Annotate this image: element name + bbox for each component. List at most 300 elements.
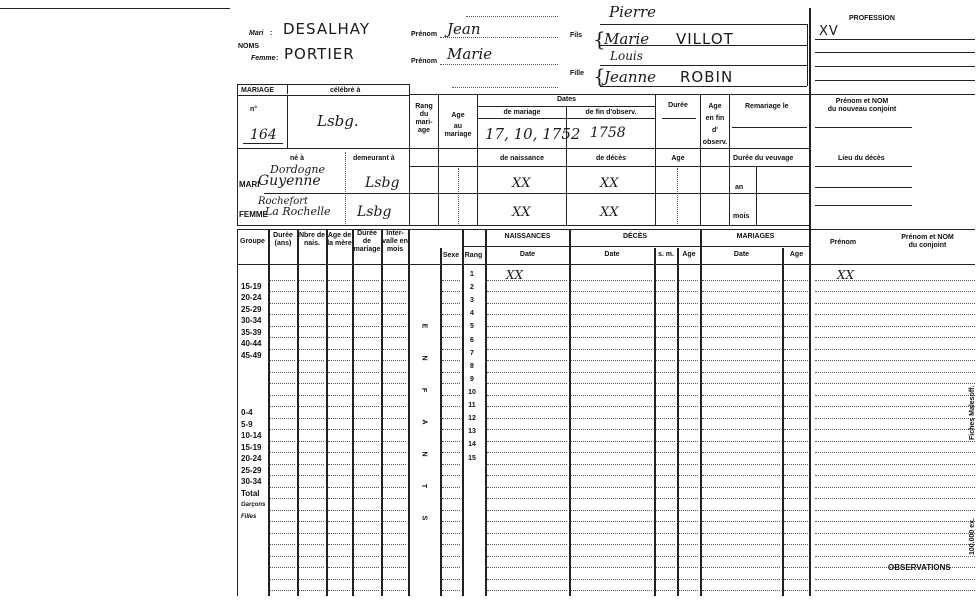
row-rule xyxy=(571,372,652,373)
row-rule xyxy=(487,452,567,453)
row-rule xyxy=(328,303,350,304)
mari-surname: DESALHAY xyxy=(283,20,370,38)
th-duree: Durée (ans) xyxy=(273,232,293,247)
row-rule xyxy=(815,349,975,350)
row-rule xyxy=(679,544,698,545)
enfants-letter: S xyxy=(420,515,428,521)
tcol-10 xyxy=(569,229,571,596)
row-rule xyxy=(656,590,675,591)
row-rule xyxy=(487,544,567,545)
row-rule xyxy=(270,590,295,591)
row-rule xyxy=(656,418,675,419)
row-rule xyxy=(656,441,675,442)
th-sexe: Sexe xyxy=(442,252,460,259)
fin-obs-label: de fin d'observ. xyxy=(585,109,637,116)
row-rule xyxy=(354,418,379,419)
table-top xyxy=(237,229,975,230)
row-rule xyxy=(328,487,350,488)
rank-number: 15 xyxy=(468,454,476,462)
conjoint-rule xyxy=(815,127,912,128)
row-rule xyxy=(815,429,975,430)
row-rule xyxy=(383,464,406,465)
mari-row-label: MARI xyxy=(239,180,260,189)
fils-box-right xyxy=(807,24,808,86)
row-rule xyxy=(679,567,698,568)
row-rule xyxy=(656,395,675,396)
row-rule xyxy=(571,579,652,580)
row-rule xyxy=(383,533,406,534)
row-rule xyxy=(571,556,652,557)
row-rule xyxy=(487,567,567,568)
mariage-top-right xyxy=(410,94,810,95)
dates-label: Dates xyxy=(556,96,577,103)
row-rule xyxy=(656,280,675,281)
row-rule xyxy=(383,349,406,350)
row-rule xyxy=(270,395,295,396)
row-rule xyxy=(442,498,460,499)
row-rule xyxy=(784,326,808,327)
row-rule xyxy=(442,280,460,281)
row-rule xyxy=(702,487,780,488)
th-sm: s. m. xyxy=(658,251,674,258)
row-rule xyxy=(299,360,324,361)
row-rule xyxy=(656,314,675,315)
row-rule xyxy=(442,360,460,361)
row-rule xyxy=(299,383,324,384)
row-rule xyxy=(656,337,675,338)
row-rule xyxy=(328,314,350,315)
row-rule xyxy=(354,429,379,430)
fils-line-2b: VILLOT xyxy=(676,30,734,48)
row-rule xyxy=(702,544,780,545)
row-rule xyxy=(656,349,675,350)
ne-a-label: né à xyxy=(290,155,305,162)
row-rule xyxy=(571,337,652,338)
no-underline xyxy=(243,143,283,144)
fils-rule-1 xyxy=(600,24,807,25)
mariage-label: MARIAGE xyxy=(241,87,275,94)
row-rule xyxy=(487,280,567,281)
row-rule xyxy=(571,533,652,534)
row-rule xyxy=(571,475,652,476)
row-rule xyxy=(702,567,780,568)
row-rule xyxy=(815,406,975,407)
fils-line-2a: Marie xyxy=(604,30,650,48)
row-rule xyxy=(442,487,460,488)
profession-label: PROFESSION xyxy=(849,15,895,22)
row-rule xyxy=(354,337,379,338)
observations-label: OBSERVATIONS xyxy=(888,563,951,572)
row-rule xyxy=(299,544,324,545)
row-rule xyxy=(679,314,698,315)
row-rule xyxy=(328,337,350,338)
row-rule xyxy=(784,475,808,476)
row-rule xyxy=(442,337,460,338)
row-rule xyxy=(270,360,295,361)
row-rule xyxy=(571,280,652,281)
row-rule xyxy=(328,280,350,281)
mariage-left xyxy=(237,84,238,226)
fils-label: Fils xyxy=(570,32,583,39)
row-rule xyxy=(383,337,406,338)
row-rule xyxy=(354,349,379,350)
femme-deces: XX xyxy=(600,205,619,220)
row-rule xyxy=(784,395,808,396)
row-rule xyxy=(702,406,780,407)
group-label: 40-44 xyxy=(241,339,262,348)
row-rule xyxy=(383,326,406,327)
row-rule xyxy=(354,406,379,407)
side-tirage: 100.000 ex. xyxy=(969,518,976,555)
row-rule xyxy=(702,510,780,511)
row-rule xyxy=(299,590,324,591)
row-rule xyxy=(784,579,808,580)
row-rule xyxy=(815,441,975,442)
row-rule xyxy=(679,533,698,534)
row-rule xyxy=(571,303,652,304)
tcol-5 xyxy=(381,229,383,596)
row-rule xyxy=(702,533,780,534)
mari-naissance: XX xyxy=(512,176,531,191)
row-rule xyxy=(270,544,295,545)
mariage-bottom xyxy=(237,225,809,226)
row-rule xyxy=(679,475,698,476)
row-rule xyxy=(679,395,698,396)
mariage-inner-v xyxy=(287,84,288,94)
row-rule xyxy=(784,510,808,511)
row-rule xyxy=(354,464,379,465)
row-rule xyxy=(487,418,567,419)
fils-rule-2 xyxy=(600,45,807,46)
group-label: Total xyxy=(241,488,260,498)
row-rule xyxy=(784,590,808,591)
row-rule xyxy=(299,475,324,476)
group-label: 45-49 xyxy=(241,350,262,360)
femme-residence: Lsbg xyxy=(357,204,392,220)
row-rule xyxy=(328,556,350,557)
row-rule xyxy=(328,395,350,396)
row-rule xyxy=(656,383,675,384)
group-label: Garçons xyxy=(241,502,266,508)
row-rule xyxy=(354,521,379,522)
celebre-label: célébré à xyxy=(330,87,361,94)
row-rule xyxy=(702,372,780,373)
tcol-1 xyxy=(268,229,270,596)
row-rule xyxy=(679,349,698,350)
row-rule xyxy=(299,429,324,430)
profession-box-top xyxy=(810,94,975,95)
row-rule xyxy=(571,510,652,511)
row-rule xyxy=(299,464,324,465)
prenom-line-femme xyxy=(440,64,558,65)
row-rule xyxy=(270,383,295,384)
row-rule xyxy=(571,544,652,545)
row-rule xyxy=(702,314,780,315)
row-rule xyxy=(784,291,808,292)
row-rule xyxy=(328,429,350,430)
row-rule xyxy=(784,441,808,442)
mari-residence: Lsbg xyxy=(365,175,400,191)
group-label: 25-29 xyxy=(241,465,262,475)
noms-label: NOMS xyxy=(238,43,259,50)
tcol-0 xyxy=(237,229,238,596)
row-rule xyxy=(270,521,295,522)
row-rule xyxy=(270,510,295,511)
row-rule xyxy=(487,556,567,557)
row-rule xyxy=(571,441,652,442)
row-rule xyxy=(328,452,350,453)
fils-line-1: Pierre xyxy=(609,3,656,21)
row-rule xyxy=(487,464,567,465)
th-deces: DÉCÈS xyxy=(622,233,648,240)
duree-veuvage-label: Durée du veuvage xyxy=(733,155,794,162)
row-rule xyxy=(815,303,975,304)
group-label: 20-24 xyxy=(241,454,262,463)
row-rule xyxy=(299,395,324,396)
fils-rule-3 xyxy=(600,65,807,66)
row-rule xyxy=(299,314,324,315)
th-duree-mariage: Durée de mariage xyxy=(353,230,381,253)
row-rule xyxy=(571,567,652,568)
row-rule xyxy=(442,464,460,465)
th-groupe: Groupe xyxy=(240,238,265,245)
row-rule xyxy=(487,487,567,488)
row-rule xyxy=(487,383,567,384)
row-rule xyxy=(354,556,379,557)
row-rule xyxy=(442,441,460,442)
row-rule xyxy=(815,337,975,338)
row-rule xyxy=(299,579,324,580)
nouveau-conjoint-label: Prénom et NOM du nouveau conjoint xyxy=(827,98,897,113)
profession-rule-4 xyxy=(815,80,975,81)
tcol-3 xyxy=(326,229,328,596)
no-box-right xyxy=(287,95,288,148)
row-rule xyxy=(442,383,460,384)
row-rule xyxy=(815,498,975,499)
row-rule xyxy=(784,556,808,557)
row-rule xyxy=(702,303,780,304)
row-rule xyxy=(702,429,780,430)
row-rule xyxy=(383,360,406,361)
row-rule xyxy=(815,418,975,419)
row-rule xyxy=(571,521,652,522)
rank-number: 4 xyxy=(470,310,474,318)
row-rule xyxy=(328,291,350,292)
row-rule xyxy=(270,487,295,488)
rank-number: 9 xyxy=(470,375,474,383)
row-rule xyxy=(354,567,379,568)
group-label: 15-19 xyxy=(241,442,262,452)
tcol-4 xyxy=(352,229,354,596)
date-fin-obs: 1758 xyxy=(590,125,626,141)
row-rule xyxy=(442,406,460,407)
row-rule xyxy=(328,475,350,476)
row-rule xyxy=(702,280,780,281)
row-rule xyxy=(487,475,567,476)
row-rule xyxy=(487,590,567,591)
row-rule xyxy=(270,567,295,568)
row-rule xyxy=(679,441,698,442)
row-rule xyxy=(702,498,780,499)
mari-birth-region: Dordogne xyxy=(270,163,325,176)
th-deces-date: Date xyxy=(604,251,620,258)
row-rule xyxy=(270,579,295,580)
age-dots-1 xyxy=(458,168,459,224)
row-rule xyxy=(383,487,406,488)
age-dots-2 xyxy=(677,168,678,224)
row-rule xyxy=(487,314,567,315)
row-rule xyxy=(299,498,324,499)
row-rule xyxy=(571,487,652,488)
fille-rule xyxy=(600,86,807,87)
row-rule xyxy=(354,579,379,580)
row-rule xyxy=(442,567,460,568)
mois-label: mois xyxy=(733,213,750,220)
row-rule xyxy=(442,533,460,534)
row-rule xyxy=(328,533,350,534)
row-rule xyxy=(299,441,324,442)
colon: : xyxy=(276,55,279,62)
row-rule xyxy=(815,291,975,292)
row-rule xyxy=(679,280,698,281)
rank-number: 12 xyxy=(468,415,476,423)
tcol-6 xyxy=(408,229,410,596)
row-rule xyxy=(442,291,460,292)
lieu-deces-line xyxy=(815,166,912,167)
row-rule xyxy=(270,475,295,476)
dates-row-line xyxy=(409,148,809,149)
mari-birthplace: Guyenne xyxy=(258,173,321,189)
row-rule xyxy=(354,360,379,361)
row-rule xyxy=(656,475,675,476)
row-rule xyxy=(354,487,379,488)
row-rule xyxy=(487,521,567,522)
row-rule xyxy=(571,406,652,407)
age-label-2: Age xyxy=(671,155,685,162)
row-rule xyxy=(656,452,675,453)
row-rule xyxy=(383,441,406,442)
lieu-deces-label: Lieu du décès xyxy=(838,155,885,162)
mariage-place: Lsbg. xyxy=(317,112,359,130)
row-rule xyxy=(299,303,324,304)
mari-label: Mari xyxy=(249,30,264,37)
row-rule xyxy=(679,498,698,499)
row-rule xyxy=(815,544,975,545)
fils-brace: { xyxy=(593,27,606,51)
enfants-letter: N xyxy=(420,355,428,361)
row-rule xyxy=(299,291,324,292)
row-rule xyxy=(442,429,460,430)
row-rule xyxy=(784,280,808,281)
row-rule xyxy=(354,510,379,511)
rank-number: 13 xyxy=(468,428,476,436)
th-rang: Rang xyxy=(464,252,483,259)
row-rule xyxy=(679,429,698,430)
row-rule xyxy=(383,372,406,373)
row-rule xyxy=(656,487,675,488)
row-rule xyxy=(784,464,808,465)
age-mariage-label: Age au mariage xyxy=(444,112,472,138)
lieu-rule-1 xyxy=(815,187,912,188)
row-rule xyxy=(299,372,324,373)
row-rule xyxy=(815,533,975,534)
th-mariages: MARIAGES xyxy=(736,233,775,240)
row-rule xyxy=(328,498,350,499)
duree-sub xyxy=(662,118,696,119)
row-rule xyxy=(299,418,324,419)
row-rule xyxy=(679,360,698,361)
rank-number: 8 xyxy=(470,362,474,370)
row-rule xyxy=(487,406,567,407)
row-rule xyxy=(702,452,780,453)
row-rule xyxy=(815,521,975,522)
row-rule xyxy=(784,429,808,430)
row-rule xyxy=(328,510,350,511)
rank-number: 5 xyxy=(470,323,474,331)
row-rule xyxy=(270,418,295,419)
row-rule xyxy=(383,521,406,522)
row-rule xyxy=(702,383,780,384)
row-rule xyxy=(354,383,379,384)
row-rule xyxy=(299,521,324,522)
row-rule xyxy=(442,303,460,304)
row-rule xyxy=(656,291,675,292)
row-rule xyxy=(328,326,350,327)
row-rule xyxy=(571,314,652,315)
row-rule xyxy=(656,498,675,499)
th-age-mere: Age de la mère xyxy=(327,232,352,247)
row-rule xyxy=(299,326,324,327)
femme-surname: PORTIER xyxy=(284,45,355,63)
row-rule xyxy=(679,510,698,511)
row-rule xyxy=(679,291,698,292)
tcol-13 xyxy=(700,229,702,596)
row-rule xyxy=(328,567,350,568)
th-naissances: NAISSANCES xyxy=(504,233,551,240)
row-rule xyxy=(383,418,406,419)
row-rule xyxy=(383,383,406,384)
row-rule xyxy=(784,314,808,315)
row-rule xyxy=(354,291,379,292)
row-rule xyxy=(571,395,652,396)
row-rule xyxy=(270,429,295,430)
row-rule xyxy=(354,590,379,591)
fille-label: Fille xyxy=(570,70,585,77)
row-rule xyxy=(354,314,379,315)
row-rule xyxy=(784,498,808,499)
row-rule xyxy=(815,556,975,557)
row-rule xyxy=(270,452,295,453)
de-deces-label: de décès xyxy=(596,155,626,162)
row-rule xyxy=(383,475,406,476)
profession-value: XV xyxy=(819,24,839,39)
th-intervalle: Inter- valle en mois xyxy=(382,230,408,253)
row-rule xyxy=(702,590,780,591)
row-rule xyxy=(815,452,975,453)
row-rule xyxy=(270,533,295,534)
rank-number: 6 xyxy=(470,336,474,344)
row-rule xyxy=(487,303,567,304)
main-divider xyxy=(809,8,811,596)
row-rule xyxy=(442,556,460,557)
row-rule xyxy=(354,280,379,281)
group-label: 30-34 xyxy=(241,316,262,325)
row-rule xyxy=(784,406,808,407)
row-rule xyxy=(656,326,675,327)
row-rule xyxy=(487,579,567,580)
row-rule xyxy=(299,406,324,407)
row-rule xyxy=(354,498,379,499)
